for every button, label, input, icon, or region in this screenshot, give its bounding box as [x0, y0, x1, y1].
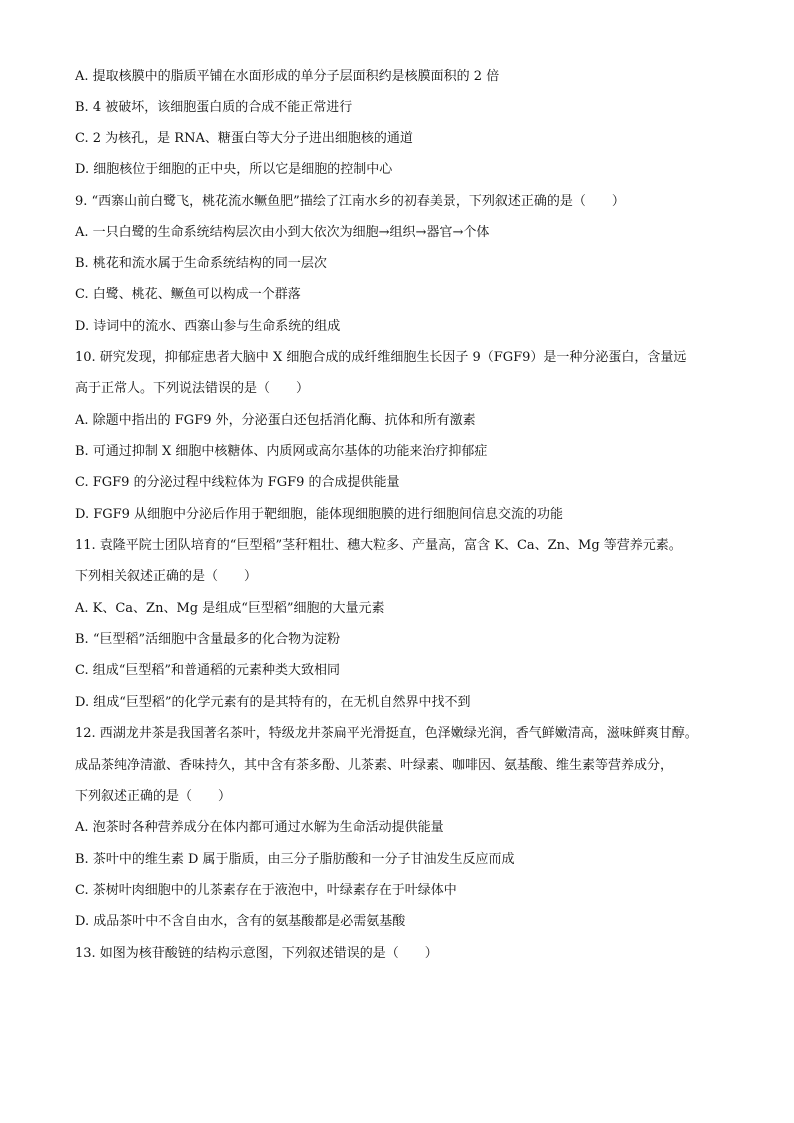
- option-12c: C. 茶树叶肉细胞中的儿茶素存在于液泡中，叶绿素存在于叶绿体中: [75, 883, 457, 898]
- option-10d: D. FGF9 从细胞中分泌后作用于靶细胞，能体现细胞膜的进行细胞间信息交流的功能: [75, 507, 564, 522]
- question-10-stem-line-1: 10. 研究发现，抑郁症患者大脑中 X 细胞合成的成纤维细胞生长因子 9（FGF9）是一种分泌蛋白，含量远: [75, 350, 687, 365]
- option-9d: D. 诗词中的流水、西寨山参与生命系统的组成: [75, 319, 341, 334]
- question-9-stem: 9. “西寨山前白鹭飞，桃花流水鳜鱼肥”描绘了江南水乡的初春美景，下列叙述正确的是（ ）: [75, 194, 625, 209]
- option-11c: C. 组成“巨型稻”和普通稻的元素种类大致相同: [75, 663, 341, 678]
- option-10a: A. 除题中指出的 FGF9 外，分泌蛋白还包括消化酶、抗体和所有激素: [75, 413, 476, 428]
- question-12-stem-line-1: 12. 西湖龙井茶是我国著名茶叶，特级龙井茶扁平光滑挺直，色泽嫩绿光润，香气鲜嫩清高，滋味鲜爽甘醇。: [75, 726, 698, 741]
- option-9a: A. 一只白鹭的生命系统结构层次由小到大依次为细胞→组织→器官→个体: [75, 225, 490, 240]
- option-11d: D. 组成“巨型稻”的化学元素有的是其特有的，在无机自然界中找不到: [75, 695, 471, 710]
- option-8a: A. 提取核膜中的脂质平铺在水面形成的单分子层面积约是核膜面积的 2 倍: [75, 69, 500, 84]
- question-13-stem: 13. 如图为核苷酸链的结构示意图，下列叙述错误的是（ ）: [75, 946, 438, 961]
- option-12d: D. 成品茶叶中不含自由水，含有的氨基酸都是必需氨基酸: [75, 914, 406, 929]
- option-11b: B. “巨型稻”活细胞中含量最多的化合物为淀粉: [75, 632, 341, 647]
- question-11-stem-line-1: 11. 袁隆平院士团队培育的“巨型稻”茎秆粗壮、穗大粒多、产量高，富含 K、Ca、Zn、Mg 等营养元素。: [75, 538, 682, 553]
- question-10-stem-line-2: 高于正常人。下列说法错误的是（ ）: [75, 381, 310, 396]
- option-10c: C. FGF9 的分泌过程中线粒体为 FGF9 的合成提供能量: [75, 475, 400, 490]
- option-12a: A. 泡茶时各种营养成分在体内都可通过水解为生命活动提供能量: [75, 820, 444, 835]
- option-9c: C. 白鹭、桃花、鳜鱼可以构成一个群落: [75, 287, 301, 302]
- question-11-stem-line-2: 下列相关叙述正确的是（ ）: [75, 569, 258, 584]
- option-8b: B. 4 被破坏，该细胞蛋白质的合成不能正常进行: [75, 100, 353, 115]
- question-12-stem-line-2: 成品茶纯净清澈、香味持久，其中含有茶多酚、儿茶素、叶绿素、咖啡因、氨基酸、维生素等营养成分，: [75, 758, 674, 773]
- question-12-stem-line-3: 下列叙述正确的是（ ）: [75, 789, 232, 804]
- option-8c: C. 2 为核孔，是 RNA、糖蛋白等大分子进出细胞核的通道: [75, 131, 413, 146]
- option-12b: B. 茶叶中的维生素 D 属于脂质，由三分子脂肪酸和一分子甘油发生反应而成: [75, 852, 515, 867]
- option-11a: A. K、Ca、Zn、Mg 是组成“巨型稻”细胞的大量元素: [75, 601, 385, 616]
- option-9b: B. 桃花和流水属于生命系统结构的同一层次: [75, 256, 327, 271]
- option-10b: B. 可通过抑制 X 细胞中核糖体、内质网或高尔基体的功能来治疗抑郁症: [75, 444, 488, 459]
- option-8d: D. 细胞核位于细胞的正中央，所以它是细胞的控制中心: [75, 162, 393, 177]
